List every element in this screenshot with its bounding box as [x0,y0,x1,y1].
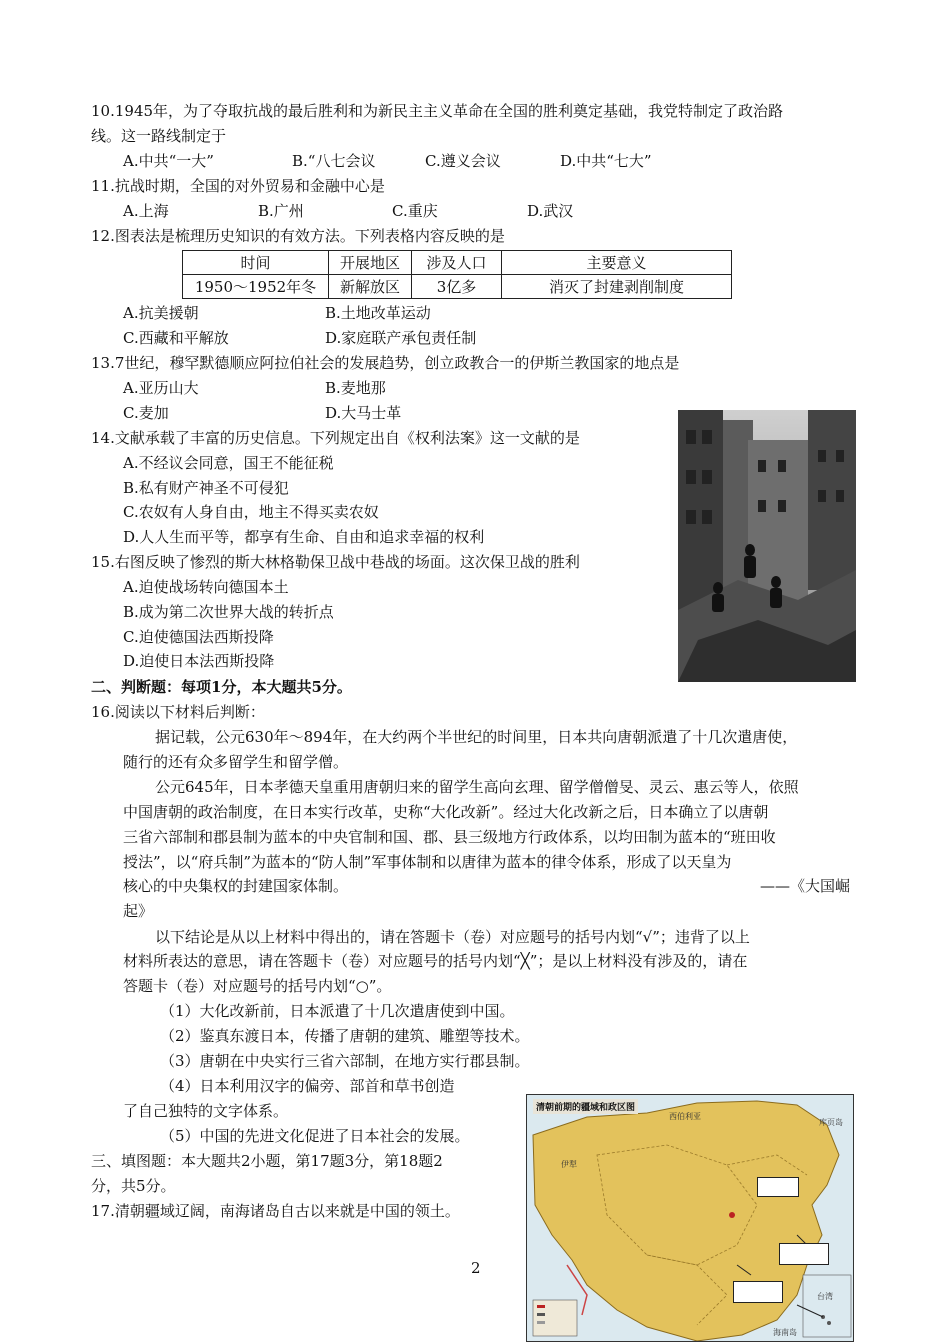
page-number: 2 [471,1259,481,1277]
q14-option-c: C.农奴有人身自由，地主不得买卖农奴 [123,503,379,521]
map-label-siberia: 西伯利亚 [669,1112,701,1121]
q16-instruction-line3: 答题卡（卷）对应题号的括号内划“○”。 [123,977,392,995]
map-title: 清朝前期的疆域和政区图 [533,1099,638,1114]
section-2-heading: 二、判断题：每项1分，本大题共5分。 [91,678,352,696]
q16-instruction-line1: 以下结论是从以上材料中得出的，请在答题卡（卷）对应题号的括号内划“√”；违背了以上 [155,928,750,946]
map-answer-blank-2[interactable] [779,1243,829,1265]
q15-option-b: B.成为第二次世界大战的转折点 [123,603,334,621]
section-3-heading-line1: 三、填图题：本大题共2小题，第17题3分，第18题2 [91,1152,443,1170]
q16-item-4-cont: 了自己独特的文字体系。 [123,1102,289,1120]
map-answer-blank-1[interactable] [757,1177,799,1197]
q15-option-a: A.迫使战场转向德国本土 [123,578,289,596]
q16-material-p2-line5: 核心的中央集权的封建国家体制。 [123,877,349,895]
q11-option-a: A.上海 [123,202,169,220]
table-header-cell: 主要意义 [502,251,732,275]
q16-item-3: （3）唐朝在中央实行三省六部制，在地方实行郡县制。 [160,1052,530,1070]
q14-stem: 14.文献承载了丰富的历史信息。下列规定出自《权利法案》这一文献的是 [91,429,580,447]
q16-material-p2-line3: 三省六部制和郡县制为蓝本的中央官制和国、郡、县三级地方行政体系，以均田制为蓝本的“班田收 [123,828,776,846]
map-illustration [527,1095,853,1341]
q10-stem-line1: 10.1945年，为了夺取抗战的最后胜利和为新民主主义革命在全国的胜利奠定基础，我党特制定了政治路 [91,102,784,120]
table-header-cell: 涉及人口 [412,251,502,275]
q11-option-c: C.重庆 [392,202,438,220]
q14-option-a: A.不经议会同意，国王不能征税 [123,454,334,472]
q16-item-2: （2）鉴真东渡日本，传播了唐朝的建筑、雕塑等技术。 [160,1027,530,1045]
q16-material-p1-line2: 随行的还有众多留学生和留学僧。 [123,753,349,771]
q16-item-5: （5）中国的先进文化促进了日本社会的发展。 [160,1127,470,1145]
q11-option-b: B.广州 [258,202,304,220]
q17-stem: 17.清朝疆域辽阔，南海诸岛自古以来就是中国的领土。 [91,1202,460,1220]
q13-stem: 13.7世纪，穆罕默德顺应阿拉伯社会的发展趋势，创立政教合一的伊斯兰教国家的地点是 [91,354,680,372]
qing-territory-map [526,1094,854,1342]
q16-item-1: （1）大化改新前，日本派遣了十几次遣唐使到中国。 [160,1002,515,1020]
q16-source-cont: 起》 [123,902,154,920]
section-3-heading-line2: 分，共5分。 [91,1177,176,1195]
q16-stem: 16.阅读以下材料后判断： [91,703,265,721]
q13-option-d: D.大马士革 [325,404,402,422]
q16-material-p2-line4: 授法”，以“府兵制”为蓝本的“防人制”军事体制和以唐律为蓝本的律令体系，形成了以天皇为 [123,853,732,871]
table-cell: 消灭了封建剥削制度 [502,275,732,299]
q12-table [182,250,732,299]
q15-stem: 15.右图反映了惨烈的斯大林格勒保卫战中巷战的场面。这次保卫战的胜利 [91,553,580,571]
q12-option-d: D.家庭联产承包责任制 [325,329,477,347]
table-header-cell: 时间 [183,251,329,275]
q10-stem-line2: 线。这一路线制定于 [91,127,227,145]
q16-material-p2-line1: 公元645年，日本孝德天皇重用唐朝归来的留学生高向玄理、留学僧僧旻、灵云、惠云等人，依照 [155,778,799,796]
q16-source: ——《大国崛 [760,877,851,895]
q10-option-a: A.中共“一大” [123,152,214,170]
map-label-yili: 伊犁 [561,1160,577,1169]
table-cell: 新解放区 [329,275,412,299]
q10-option-d: D.中共“七大” [560,152,652,170]
q10-option-b: B.“八七会议 [292,152,376,170]
table-header-row [183,251,732,275]
stalingrad-street-fight-photo [678,410,856,682]
q14-option-d: D.人人生而平等，都享有生命、自由和追求幸福的权利 [123,528,485,546]
q15-option-d: D.迫使日本法西斯投降 [123,652,275,670]
q12-option-c: C.西藏和平解放 [123,329,229,347]
table-row [183,275,732,299]
q11-option-d: D.武汉 [527,202,574,220]
q12-option-a: A.抗美援朝 [123,304,199,322]
q16-material-p2-line2: 中国唐朝的政治制度，在日本实行改革，史称“大化改新”。经过大化改新之后，日本确立了以唐朝 [123,803,769,821]
q16-material-p1-line1: 据记载，公元630年～894年，在大约两个半世纪的时间里，日本共向唐朝派遣了十几次遣唐使， [155,728,798,746]
q12-stem: 12.图表法是梳理历史知识的有效方法。下列表格内容反映的是 [91,227,505,245]
q16-instruction-line2: 材料所表达的意思，请在答题卡（卷）对应题号的括号内划“╳”；是以上材料没有涉及的，请在 [123,952,748,970]
q16-item-4: （4）日本利用汉字的偏旁、部首和草书创造 [160,1077,455,1095]
table-cell: 1950～1952年冬 [183,275,329,299]
q14-option-b: B.私有财产神圣不可侵犯 [123,479,289,497]
table-header-cell: 开展地区 [329,251,412,275]
q10-option-c: C.遵义会议 [425,152,501,170]
map-answer-blank-3[interactable] [733,1281,783,1303]
map-label-taiwan: 台湾 [817,1292,833,1301]
map-label-hainan: 海南岛 [773,1328,797,1337]
q13-option-a: A.亚历山大 [123,379,199,397]
table-cell: 3亿多 [412,275,502,299]
q13-option-b: B.麦地那 [325,379,386,397]
map-label-sakhalin: 库页岛 [819,1118,843,1127]
q15-option-c: C.迫使德国法西斯投降 [123,628,274,646]
q13-option-c: C.麦加 [123,404,169,422]
q11-stem: 11.抗战时期，全国的对外贸易和金融中心是 [91,177,385,195]
photo-illustration [678,410,856,682]
q12-option-b: B.土地改革运动 [325,304,431,322]
